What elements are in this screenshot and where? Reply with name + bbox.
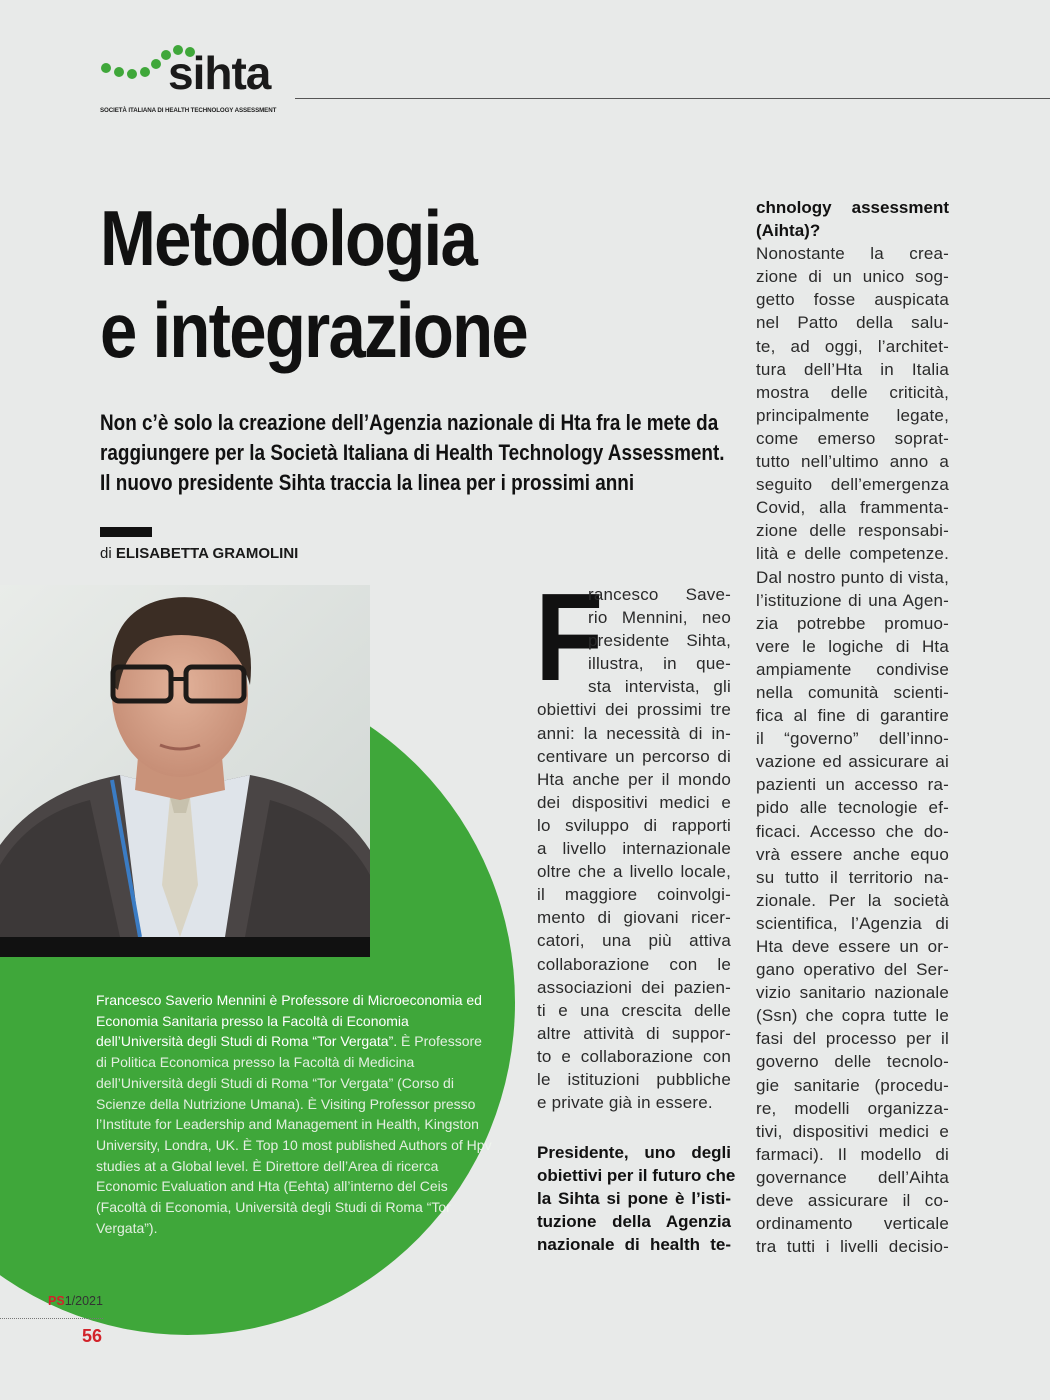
- body-line: gie sanitarie (procedu-: [756, 1075, 949, 1095]
- body-line: rio Mennini, neo: [588, 608, 731, 628]
- body-line: ampiamente condivise: [756, 659, 949, 679]
- caption-body: È Professore di Politica Economica presso la Facoltà di Medicina dell’Università degli Studi di Roma “Tor Vergata” (Corso di Scienze della Nutrizione Umana). È Visiting Professor presso l’Institute for Leadership and Management in Health, Kingston University, Londra, UK. È Top 10 most published Authors of Hpv studies at a Global level. È Direttore dell’Area di ricerca Economic Evaluation and Hta (Eehta) all’interno del Ceis (Facoltà di Economia, Università degli Studi di Roma “Tor Vergata”).: [96, 1033, 492, 1236]
- body-line: vazione ed assicurare ai: [756, 752, 949, 772]
- body-line: seguito dell’emergenza: [756, 475, 949, 495]
- title-line: Metodologia: [100, 194, 477, 282]
- body-line: l’istituzione di una Agen-: [756, 590, 949, 610]
- lead-line: Il nuovo presidente Sihta traccia la linea per i prossimi anni: [100, 470, 635, 495]
- author-bar: [100, 527, 152, 537]
- body-line: mento di giovani ricer-: [537, 908, 731, 928]
- body-line: il maggiore coinvolgi-: [537, 885, 731, 905]
- body-line: vizio sanitario nazionale: [756, 983, 949, 1003]
- question-line: chnology assessment: [756, 198, 949, 217]
- body-line: centivare un percorso di: [537, 746, 731, 766]
- header-rule: [295, 98, 1050, 99]
- body-line: vere le logiche di Hta: [756, 636, 949, 656]
- body-line: altre attività di suppor-: [537, 1023, 731, 1043]
- question-line: tuzione della Agenzia: [537, 1212, 731, 1232]
- body-line: il “governo” dell’inno-: [756, 729, 949, 749]
- question-line: Presidente, uno degli: [537, 1143, 731, 1162]
- body-line: Hta anche per il mondo: [537, 769, 731, 789]
- body-line: gano operativo del Ser-: [756, 960, 949, 980]
- body-line: pido alle tecnologie ef-: [756, 798, 949, 818]
- body-line: Dal nostro punto di vista,: [756, 567, 949, 587]
- body-line: re, modelli organizza-: [756, 1098, 949, 1118]
- body-line: farmaci). Il modello di: [756, 1144, 949, 1164]
- body-line: dei dispositivi medici e: [537, 792, 731, 812]
- issue-number: 1/2021: [64, 1294, 103, 1308]
- body-line: tura dell’Hta in Italia: [756, 359, 949, 379]
- article-lead: [100, 408, 725, 498]
- body-line: obiettivi dei prossimi tre: [537, 700, 731, 720]
- body-line: getto fosse auspicata: [756, 290, 949, 310]
- body-line: Nonostante la crea-: [756, 244, 949, 264]
- body-line: catori, una più attiva: [537, 931, 731, 951]
- body-line: oltre che a livello locale,: [537, 862, 731, 882]
- question-line: la Sihta si pone è l’isti-: [537, 1189, 731, 1209]
- body-line: fasi del processo per il: [756, 1029, 949, 1049]
- body-line: Covid, alla frammenta-: [756, 498, 949, 518]
- body-line: tra tutti i livelli decisio-: [756, 1237, 949, 1257]
- body-line: ordinamento verticale: [756, 1214, 949, 1234]
- body-line: le istituzioni pubbliche: [537, 1069, 731, 1089]
- body-line: su tutto il territorio na-: [756, 867, 949, 887]
- body-line: (Ssn) che copra tutte le: [756, 1006, 949, 1026]
- logo-tagline: SOCIETÀ ITALIANA DI HEALTH TECHNOLOGY ASSESSMENT: [100, 107, 277, 114]
- body-line: to e collaborazione con: [537, 1046, 731, 1066]
- body-line: tutto nell’ultimo anno a: [756, 452, 949, 472]
- body-line: pazienti un accesso ra-: [756, 775, 949, 795]
- body-line: governance dell’Aihta: [756, 1167, 949, 1187]
- page-number: 56: [82, 1326, 103, 1346]
- body-line: zione delle responsabi-: [756, 521, 949, 541]
- title-line: e integrazione: [100, 286, 527, 374]
- body-line: fica al fine di garantire: [756, 706, 949, 726]
- body-line: lità e delle competenze.: [756, 544, 949, 564]
- footer-rule: [0, 1318, 103, 1319]
- body-line: deve assicurare il co-: [756, 1191, 949, 1211]
- body-line: sta intervista, gli: [588, 677, 731, 697]
- body-line: Hta deve essere un or-: [756, 937, 949, 956]
- issue-brand: PS: [48, 1294, 65, 1308]
- body-line: mostra delle criticità,: [756, 382, 949, 402]
- body-line: illustra, in que-: [588, 654, 731, 674]
- body-line: collaborazione con le: [537, 954, 731, 974]
- caption-intro: Francesco Saverio Mennini è Professore di Microeconomia ed Economia Sanitaria presso la Facoltà di Economia dell’Università degli Studi di Roma “Tor Vergata”.: [96, 992, 482, 1050]
- body-line: nella comunità scienti-: [756, 682, 949, 702]
- body-line: ficaci. Accesso che do-: [756, 821, 949, 841]
- body-line: e private già in essere.: [537, 1093, 713, 1113]
- body-column-middle: [535, 569, 731, 1114]
- byline-author: ELISABETTA GRAMOLINI: [115, 545, 299, 562]
- question-line: nazionale di health te-: [537, 1235, 731, 1255]
- body-line: scientifica, l’Agenzia di: [756, 913, 949, 933]
- photo-caption-bar: [0, 937, 370, 957]
- body-line: come emerso soprat-: [756, 428, 949, 448]
- question-line: obiettivi per il futuro che: [537, 1166, 736, 1186]
- portrait-photo: [0, 585, 370, 937]
- body-line: tivi, dispositivi medici e: [756, 1121, 949, 1141]
- interview-question: [537, 1141, 736, 1256]
- body-line: anni: la necessità di in-: [537, 723, 731, 743]
- question-line: (Aihta)?: [756, 221, 821, 241]
- body-line: presidente Sihta,: [588, 631, 731, 651]
- article-title: [100, 192, 547, 376]
- body-line: zionale. Per la società: [756, 890, 949, 910]
- body-line: zione di un unico sog-: [756, 267, 949, 287]
- body-line: principalmente legate,: [756, 405, 949, 425]
- body-line: zia potrebbe promuo-: [756, 613, 949, 633]
- byline: [100, 545, 298, 562]
- body-line: te, ad oggi, l’architet-: [756, 336, 949, 356]
- body-line: vrà essere anche equo: [756, 844, 949, 864]
- byline-prefix: di: [100, 545, 112, 562]
- logo-wordmark: sihta: [168, 47, 271, 99]
- body-line: rancesco Save-: [588, 585, 731, 604]
- body-line: a livello internazionale: [537, 839, 731, 859]
- portrait-caption: [96, 990, 496, 1238]
- drop-cap: F: [535, 569, 604, 707]
- lead-line: raggiungere per la Società Italiana di Health Technology Assessment.: [100, 440, 725, 465]
- body-line: associazioni dei pazien-: [537, 977, 731, 997]
- body-line: lo sviluppo di rapporti: [537, 815, 731, 835]
- body-line: nel Patto della salu-: [756, 313, 949, 333]
- body-line: ti e una crescita delle: [537, 1000, 731, 1020]
- issue-label: [48, 1294, 103, 1308]
- lead-line: Non c’è solo la creazione dell’Agenzia nazionale di Hta fra le mete da: [100, 410, 719, 435]
- body-column-right: [756, 196, 949, 1258]
- body-line: governo delle tecnolo-: [756, 1052, 949, 1072]
